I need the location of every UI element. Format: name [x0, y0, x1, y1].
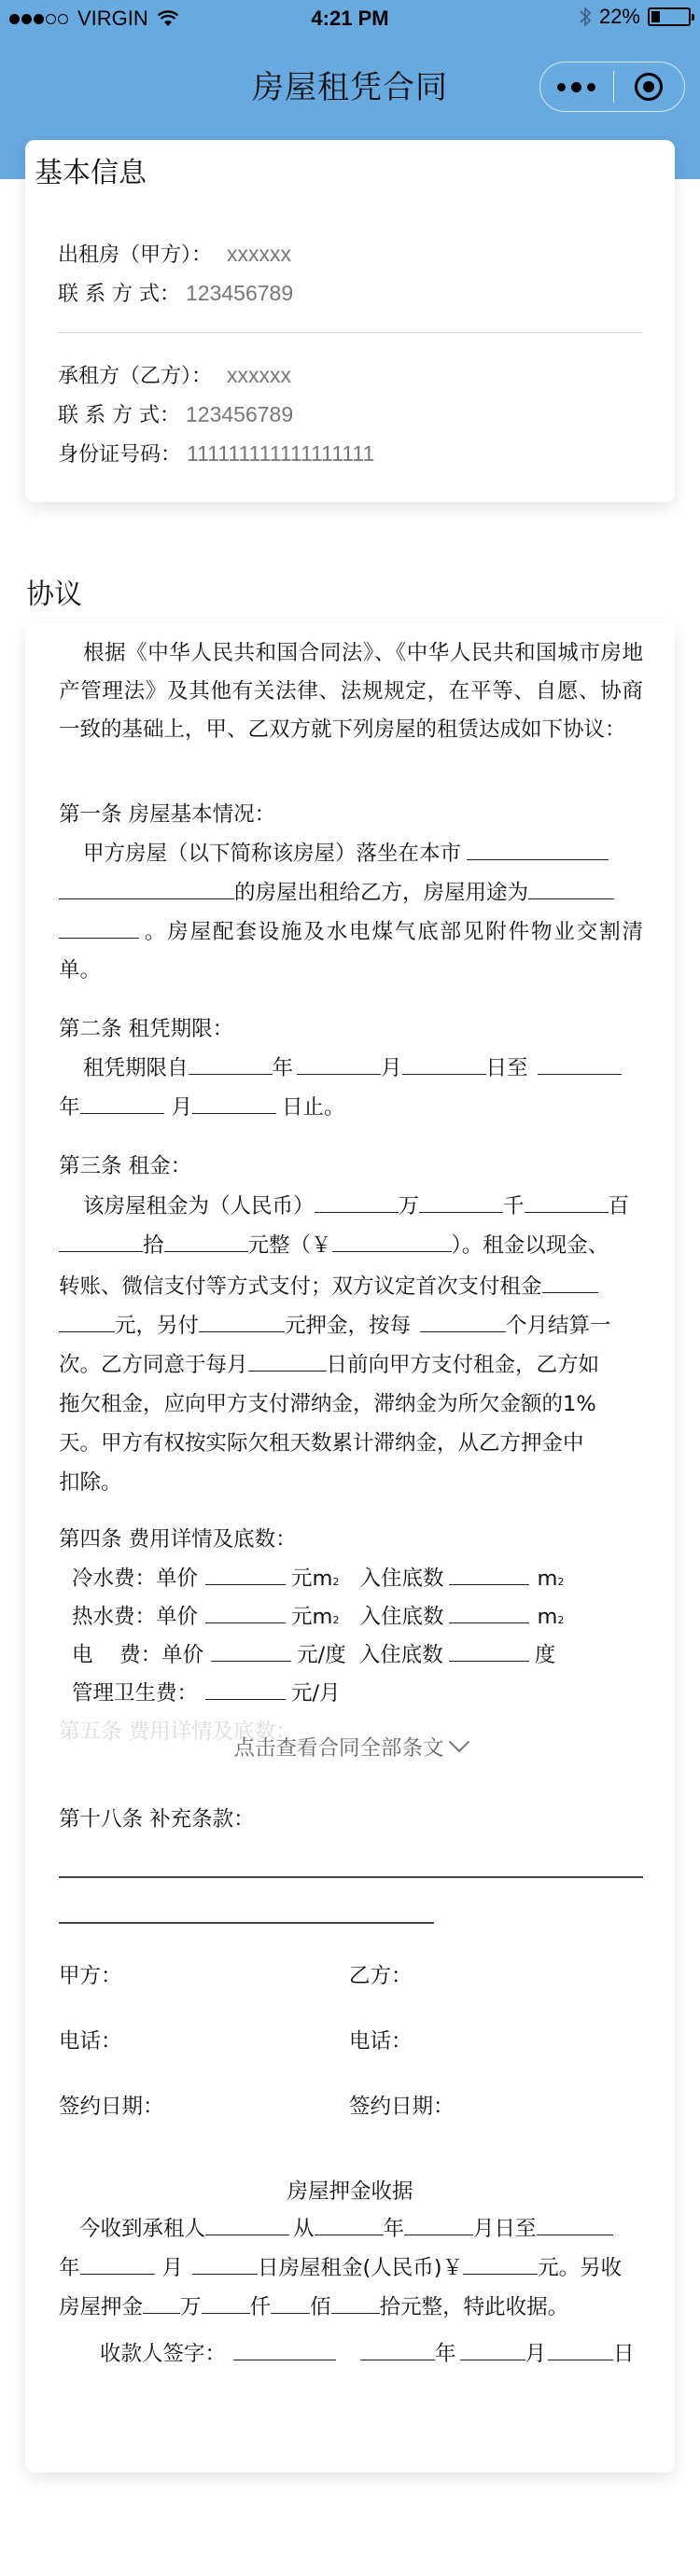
- landlord-contact-label: 联 系 方 式：: [58, 283, 180, 306]
- receipt-title: 房屋押金收据: [287, 2179, 413, 2204]
- article-18-title: 第十八条 补充条款：: [59, 1807, 255, 1831]
- battery-icon: [648, 7, 691, 26]
- carrier-name: VIRGIN: [77, 7, 148, 30]
- tenant-contact-value: 123456789: [185, 402, 294, 426]
- article-1-body: 甲方房屋（以下简称该房屋）落坐在本市 的房屋出租给乙方，房屋用途为 。房屋配套设施及水电煤气底部见附件物业交割清单。: [59, 834, 643, 990]
- supplement-line-2[interactable]: [59, 1922, 434, 1924]
- party-a-date: 签约日期：: [59, 2095, 164, 2119]
- agreement-section-title: 协议: [26, 578, 82, 611]
- target-close-icon: [635, 73, 663, 101]
- chevron-down-icon: [448, 1732, 469, 1753]
- landlord-name-row: [58, 239, 291, 268]
- article-4-title: 第四条 费用详情及底数：: [59, 1527, 297, 1552]
- status-right: [579, 5, 691, 29]
- landlord-contact-row: [58, 278, 293, 307]
- party-a-sign: 甲方：: [59, 1964, 122, 1988]
- article-3-title: 第三条 租金：: [59, 1154, 192, 1178]
- article-1-title: 第一条 房屋基本情况：: [59, 802, 276, 827]
- tenant-id-label: 身份证号码：: [58, 443, 182, 466]
- article-2-title: 第二条 租凭期限：: [59, 1017, 234, 1041]
- bluetooth-icon: [579, 6, 592, 28]
- close-button[interactable]: [614, 63, 685, 111]
- tenant-contact-label: 联 系 方 式：: [58, 404, 180, 427]
- miniprogram-capsule: [539, 62, 685, 112]
- tenant-id-row: [58, 439, 374, 467]
- landlord-name-label: 出租房（甲方）：: [58, 244, 213, 267]
- fee-row-electricity: 电 费：单价 元/度 入住底数 度: [72, 1636, 555, 1668]
- tenant-name-label: 承租方（乙方）：: [58, 365, 213, 388]
- party-divider: [58, 332, 642, 333]
- receipt-body: 今收到承租人 从 年 月日至 年 月 日房屋租金(人民币)￥ 元。另收 房屋押金 万 仟 佰 拾元整，特此收据。 收款人签字： 年 月 日: [59, 2209, 643, 2374]
- basic-info-card: [25, 140, 675, 502]
- preamble: 根据《中华人民共和国合同法》、《中华人民共和国城市房地产管理法》及其他有关法律、法规规定，在平等、自愿、协商一致的基础上，甲、乙双方就下列房屋的租赁达成如下协议：: [59, 641, 643, 742]
- more-dots-icon: [557, 83, 566, 91]
- party-b-date: 签约日期：: [349, 2095, 455, 2119]
- supplement-line-1[interactable]: [59, 1876, 643, 1878]
- more-button[interactable]: [540, 63, 613, 111]
- landlord-name-value: xxxxxx: [227, 242, 292, 266]
- tenant-contact-row: [58, 399, 293, 428]
- fee-row-management: 管理卫生费： 元/月: [72, 1674, 341, 1706]
- page-title: 房屋租凭合同: [252, 69, 448, 106]
- agreement-card: [25, 623, 675, 2472]
- article-3-body: 该房屋租金为（人民币） 万 千 百 拾 元整（￥ ）。租金以现金、 转账、微信支付等方式支付；双方议定首次支付租金 元，另付 元押金，按每 个月结算一 次。乙方同意于每月 日前向甲方支付租金，乙方如 拖欠租金，应向甲方支付滞纳金，滞纳金为所欠金额的1% 天。甲方有权按实际欠租天数累计滞纳金，从乙方押金中 扣除。: [59, 1187, 643, 1502]
- tenant-id-value: 111111111111111111: [187, 441, 375, 466]
- fee-row-hot-water: 热水费：单价 元m 2 入住底数 m 2: [72, 1597, 564, 1630]
- tenant-name-value: xxxxxx: [227, 363, 292, 387]
- expand-full-contract-button[interactable]: 点击查看合同全部条文: [25, 1732, 675, 1761]
- battery-percent: 22%: [598, 5, 640, 28]
- party-a-phone: 电话：: [59, 2029, 122, 2054]
- fee-row-cold-water: 冷水费：单价 元m 2 入住底数 m 2: [72, 1559, 564, 1592]
- party-b-phone: 电话：: [349, 2029, 413, 2054]
- article-2-body: 租凭期限自 年 月 日至 年 月 日止。: [59, 1049, 643, 1127]
- status-bar: [0, 0, 700, 37]
- landlord-contact-value: 123456789: [185, 281, 294, 305]
- basic-info-title: 基本信息: [35, 157, 147, 189]
- party-b-sign: 乙方：: [349, 1964, 413, 1988]
- article-5-faded: 第五条 费用详情及底数：: [59, 1720, 297, 1744]
- tenant-name-row: [58, 360, 291, 389]
- status-time: 4:21 PM: [311, 7, 389, 30]
